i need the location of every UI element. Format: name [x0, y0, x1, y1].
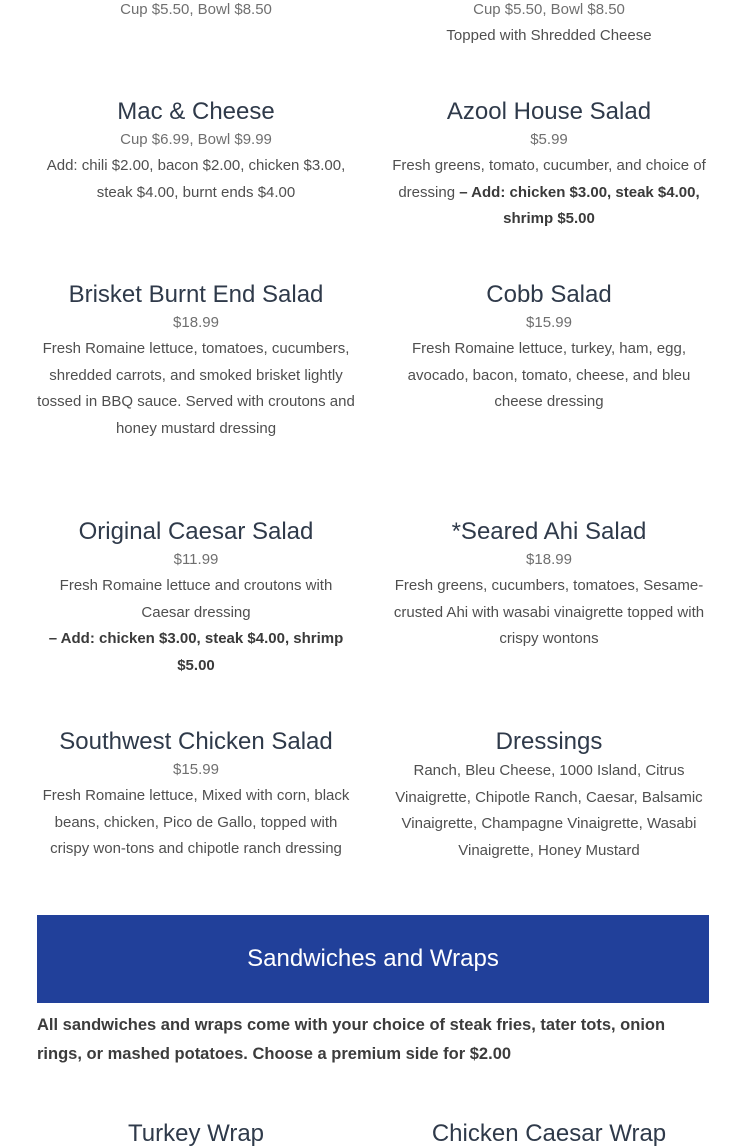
item-title: Southwest Chicken Salad	[59, 728, 333, 755]
menu-item-caesar-salad	[36, 518, 356, 680]
soup-partial-left	[36, 0, 356, 23]
item-title: *Seared Ahi Salad	[451, 518, 647, 545]
item-desc: Fresh Romaine lettuce, Mixed with corn, black beans, chicken, Pico de Gallo, topped with crispy won-tons and chipotle ranch dressing	[42, 787, 350, 858]
menu-item-southwest-salad	[36, 728, 356, 863]
item-desc: Fresh Romaine lettuce and croutons with Caesar dressing	[59, 577, 333, 621]
menu-item-chicken-caesar-wrap-title: Chicken Caesar Wrap	[431, 1120, 667, 1147]
item-desc: Fresh greens, cucumbers, tomatoes, Sesame-crusted Ahi with wasabi vinaigrette topped with crispy wontons	[393, 577, 705, 648]
menu-item-turkey-wrap-title: Turkey Wrap	[127, 1120, 265, 1147]
item-price: $18.99	[173, 314, 219, 331]
chili-desc: Topped with Shredded Cheese	[446, 27, 652, 44]
item-desc: Fresh Romaine lettuce, turkey, ham, egg, avocado, bacon, tomato, cheese, and bleu cheese dressing	[407, 340, 691, 411]
section-note: All sandwiches and wraps come with your choice of steak fries, tater tots, onion rings, or mashed potatoes. Choose a premium side for $2.00	[37, 1016, 666, 1063]
menu-item-brisket-salad	[36, 281, 356, 443]
item-price: $15.99	[526, 314, 572, 331]
item-price: $18.99	[526, 551, 572, 568]
menu-item-cobb-salad	[389, 281, 709, 416]
item-title: Original Caesar Salad	[78, 518, 314, 545]
item-title: Mac & Cheese	[117, 98, 275, 125]
item-addon: – Add: chicken $3.00, steak $4.00, shrimp $5.00	[459, 183, 700, 228]
soup-price: Cup $5.50, Bowl $8.50	[120, 1, 272, 18]
menu-item-mac-cheese	[36, 98, 356, 206]
item-price: $11.99	[173, 551, 219, 568]
menu-item-ahi-salad	[389, 518, 709, 653]
item-desc: Ranch, Bleu Cheese, 1000 Island, Citrus Vinaigrette, Chipotle Ranch, Caesar, Balsamic Vinaigrette, Champagne Vinaigrette, Wasabi Vinaigrette, Honey Mustard	[395, 762, 703, 860]
section-banner-sandwiches: Sandwiches and Wraps	[37, 915, 709, 1003]
item-desc: Fresh Romaine lettuce, tomatoes, cucumbers, shredded carrots, and smoked brisket lightly tossed in BBQ sauce. Served with croutons and honey mustard dressing	[37, 340, 355, 438]
item-title: Azool House Salad	[446, 98, 652, 125]
item-price: $15.99	[173, 761, 219, 778]
item-addon: – Add: chicken $3.00, steak $4.00, shrimp $5.00	[48, 630, 344, 675]
item-desc	[389, 153, 709, 233]
item-title: Brisket Burnt End Salad	[68, 281, 324, 308]
chili-price: Cup $5.50, Bowl $8.50	[473, 1, 625, 18]
item-desc: Add: chili $2.00, bacon $2.00, chicken $3.00, steak $4.00, burnt ends $4.00	[46, 157, 346, 201]
menu-item-house-salad	[389, 98, 709, 233]
menu-item-dressings	[389, 728, 709, 865]
item-desc-text: Fresh greens, tomato, cucumber, and choice of dressing	[392, 157, 706, 201]
item-price: Cup $6.99, Bowl $9.99	[120, 131, 272, 148]
item-title: Cobb Salad	[486, 281, 612, 308]
chili-partial-right	[389, 0, 709, 50]
item-title: Dressings	[495, 728, 603, 755]
item-price: $5.99	[530, 131, 568, 148]
